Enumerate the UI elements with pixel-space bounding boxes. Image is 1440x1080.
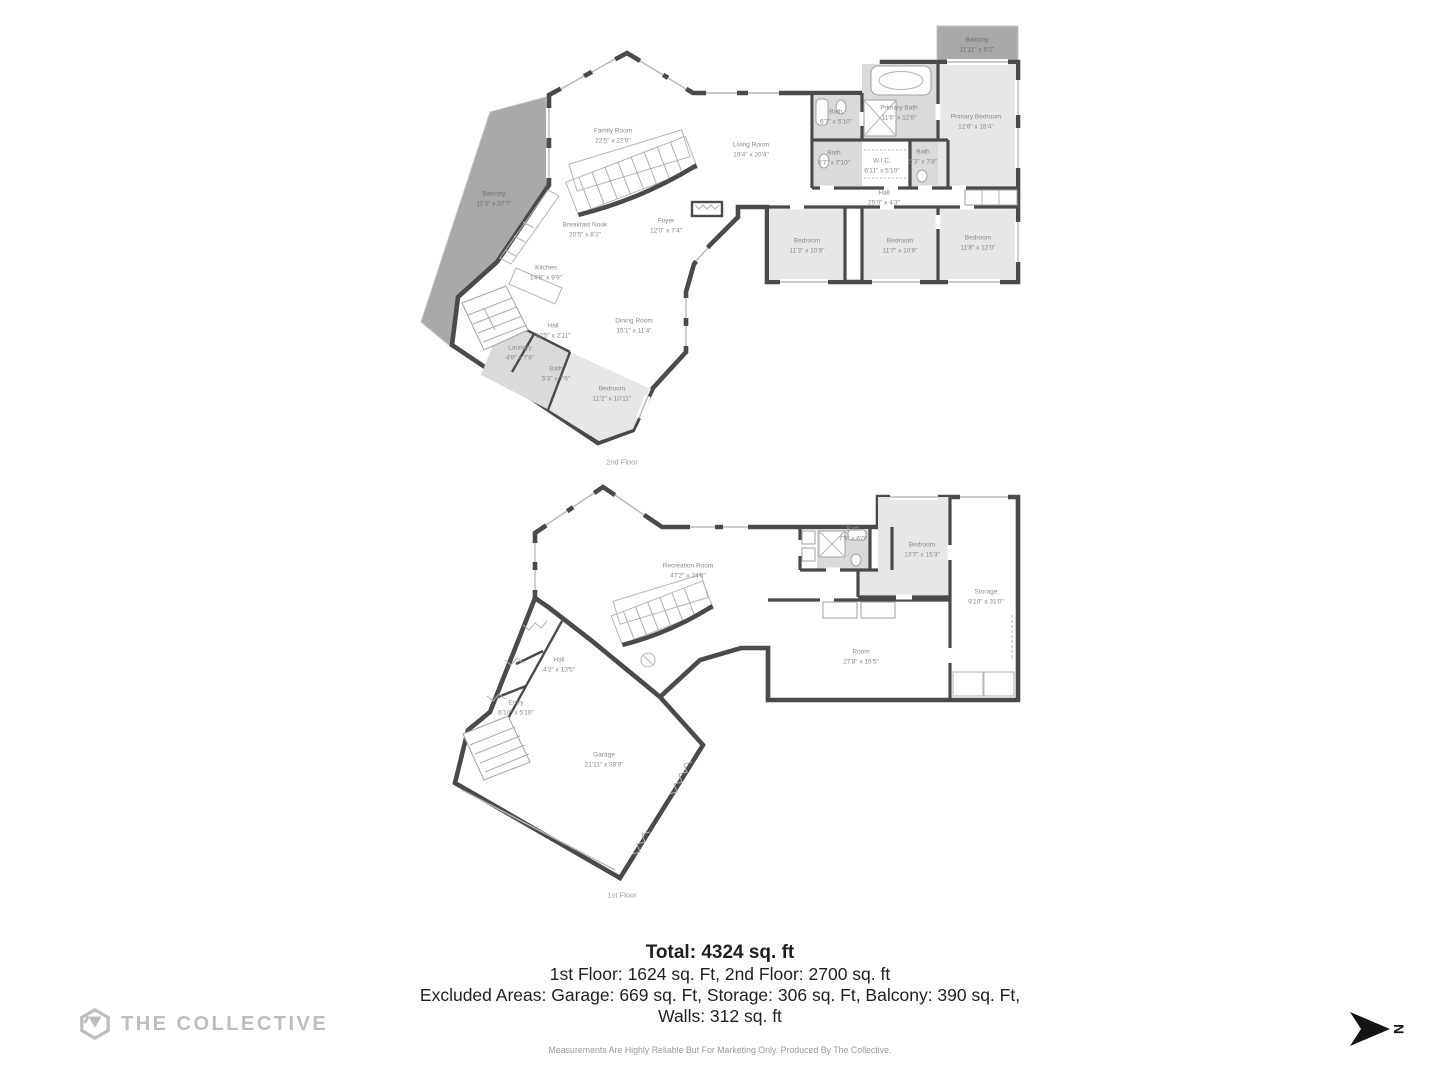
floor-areas: 1st Floor: 1624 sq. Ft, 2nd Floor: 2700 sq. ft [549,964,891,984]
room-label-foyer: Foyer 12'0" x 7'4" [649,217,683,234]
walls-area: Walls: 312 sq. ft [658,1006,782,1026]
room-label-living-room: Living Room 19'4" x 20'4" [732,141,770,158]
north-arrow-icon [1348,1010,1392,1048]
room-label-bath-lower: Bath 5'3" x 7'6" [541,365,571,382]
company-logo [78,1008,328,1040]
room-label-recreation-room: Recreation Room 47'2" x 24'0" [662,562,714,579]
room-label-bath-mid: Bath 6'7" x 7'10" [817,149,851,166]
room-label-bedroom-3: Bedroom 11'8" x 12'0" [960,234,996,251]
north-compass [1348,1010,1408,1048]
room-label-storage: Storage 9'10" x 31'0" [968,588,1004,605]
room-label-breakfast-nook: Breakfast Nook 20'5" x 8'3" [562,221,608,238]
room-label-primary-bedroom: Primary Bedroom 12'6" x 18'4" [950,113,1002,130]
room-label-laundry: Laundry 4'9" x 7'6" [505,344,535,361]
room-label-bedroom-1f: Bedroom 13'7" x 15'3" [904,541,940,558]
total-area: Total: 4324 sq. ft [645,942,795,963]
room-label-wic: W.I.C. 6'11" x 5'10" [864,157,900,174]
room-label-primary-bath: Primary Bath 11'6" x 12'8" [880,104,918,121]
room-label-family-room: Family Room 22'5" x 22'6" [593,127,633,144]
room-label-bath-top: Bath 6'7" x 5'10" [819,108,853,125]
excluded-areas: Excluded Areas: Garage: 669 sq. Ft, Storage: 306 sq. Ft, Balcony: 390 sq. Ft, [419,985,1021,1005]
room-label-balcony-top: Balcony 11'11" x 5'2" [959,36,995,53]
second-floor-caption: 2nd Floor [606,457,638,467]
toilet-icon [851,554,861,566]
room-label-garage: Garage 21'11" x 38'9" [584,751,624,768]
room-label-bath-1f: Bath 7'5" x 6'0" [838,525,868,542]
room-label-bedroom-2: Bedroom 11'7" x 10'9" [882,237,918,254]
room-label-entry: Entry 6'10" x 5'10" [498,699,534,716]
room-label-room: Room 27'8" x 15'5" [843,648,879,665]
room-label-hall-1f: Hall 4'2" x 13'5" [542,656,576,673]
room-label-bath-right: Bath 5'3" x 7'8" [908,148,938,165]
north-label: N [1391,1023,1408,1035]
room-label-hall-lower: Hall 10'5" x 2'11" [535,322,571,339]
room-label-balcony-left: Balcony 11'3" x 37'7" [476,190,512,207]
disclaimer-text: Measurements Are Highly Reliable But For Marketing Only. Produced By The Collective. [548,1045,892,1055]
room-label-kitchen: Kitchen 14'9" x 9'9" [529,264,563,281]
logo-hexagon-icon [78,1008,112,1040]
second-floor-plan [421,26,1018,443]
bathtub-icon [871,66,931,95]
room-label-bedroom-1: Bedroom 11'3" x 10'9" [789,237,825,254]
logo-text: THE COLLECTIVE [121,1012,329,1035]
room-label-dining-room: Dining Room 15'1" x 11'4" [615,317,653,334]
room-label-hall: Hall 25'0" x 4'3" [867,189,901,206]
first-floor-caption: 1st Floor [607,890,637,900]
room-label-bedroom-lower: Bedroom 11'2" x 10'11" [592,385,632,402]
